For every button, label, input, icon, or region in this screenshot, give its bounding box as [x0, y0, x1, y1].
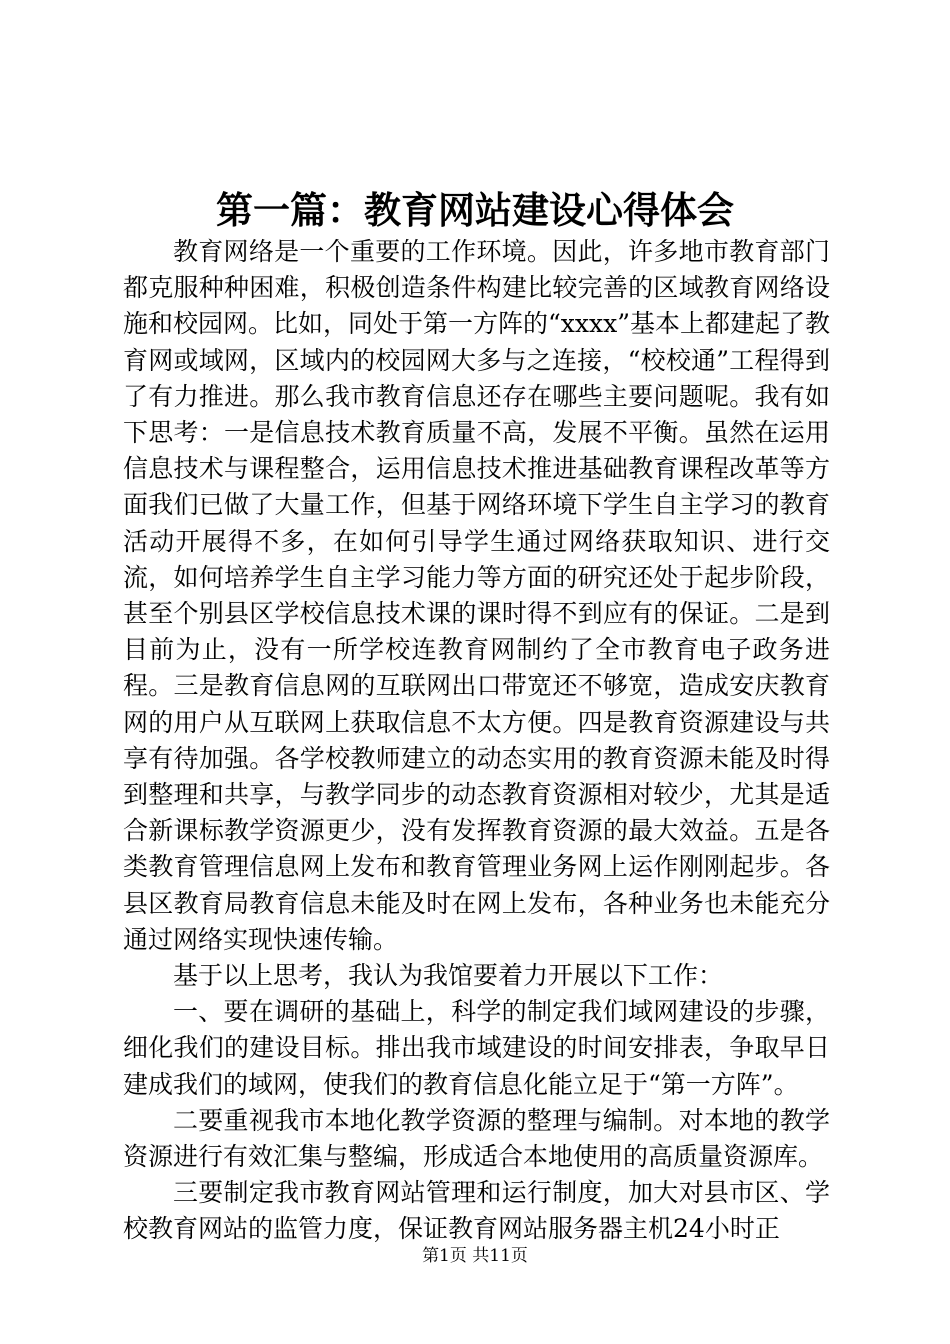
page-footer — [0, 1244, 950, 1268]
paragraph-item-three: 三要制定我市教育网站管理和运行制度，加大对县市区、学校教育网站的监管力度，保证教育网站服务器主机24小时正 — [123, 1178, 830, 1244]
paragraph-item-one: 一、要在调研的基础上，科学的制定我们域网建设的步骤，细化我们的建设目标。排出我市域建设的时间安排表，争取早日建成我们的域网，使我们的教育信息化能立足于“第一方阵”。 — [123, 997, 830, 1099]
paragraph-item-two: 二要重视我市本地化教学资源的整理与编制。对本地的教学资源进行有效汇集与整编，形成适合本地使用的高质量资源库。 — [123, 1105, 830, 1172]
paragraph-intro-work: 基于以上思考，我认为我馆要着力开展以下工作： — [173, 961, 724, 991]
page-indicator: 第1页 共11页 — [422, 1246, 528, 1266]
paragraph-problems: 教育网络是一个重要的工作环境。因此，许多地市教育部门都克服种种困难，积极创造条件构建比较完善的区域教育网络设施和校园网。比如，同处于第一方阵的“xxxx”基本上都建起了教育网或域网，区域内的校园网大多与之连接，“校校通”工程得到了有力推进。那么我市教育信息还存在哪些主要问题呢。我有如下思考：一是信息技术教育质量不高，发展不平衡。虽然在运用信息技术与课程整合，运用信息技术推进基础教育课程改革等方面我们已做了大量工作，但基于网络环境下学生自主学习的教育活动开展得不多，在如何引导学生通过网络获取知识、进行交流，如何培养学生自主学习能力等方面的研究还处于起步阶段，甚至个别县区学校信息技术课的课时得不到应有的保证。二是到目前为止，没有一所学校连教育网制约了全市教育电子政务进程。三是教育信息网的互联网出口带宽还不够宽，造成安庆教育网的用户从互联网上获取信息不太方便。四是教育资源建设与共享有待加强。各学校教师建立的动态实用的教育资源未能及时得到整理和共享，与教学同步的动态教育资源相对较少，尤其是适合新课标教学资源更少，没有发挥教育资源的最大效益。五是各类教育管理信息网上发布和教育管理业务网上运作刚刚起步。各县区教育局教育信息未能及时在网上发布，各种业务也未能充分通过网络实现快速传输。 — [123, 237, 830, 954]
document-title: 第一篇：教育网站建设心得体会 — [216, 188, 734, 232]
document-body — [123, 234, 830, 1248]
